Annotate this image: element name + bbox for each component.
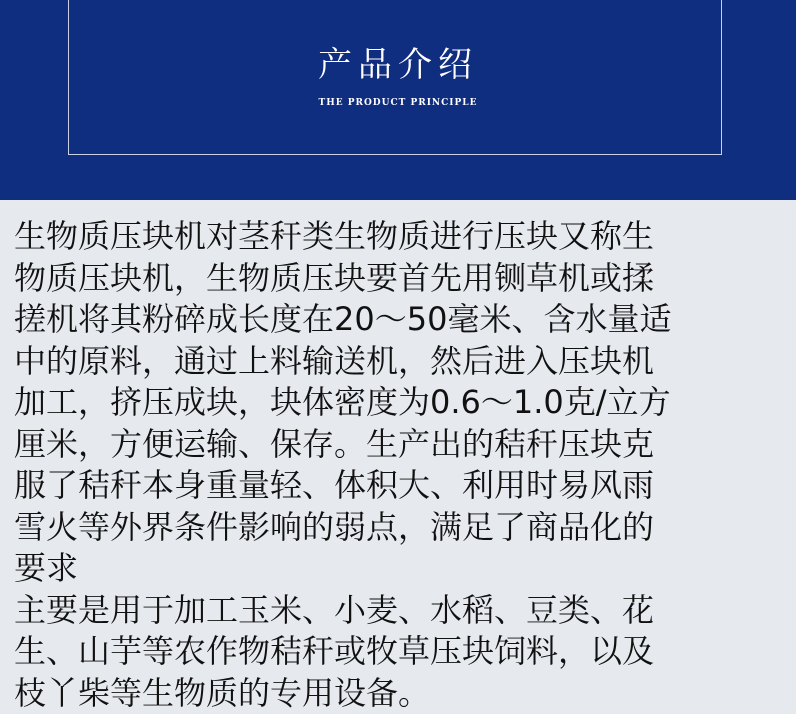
- paragraph-2: 主要是用于加工玉米、小麦、水稻、豆类、花 生、山芋等农作物秸秆或牧草压块饲料，以及 枝丫柴等生物质的专用设备。: [14, 590, 655, 712]
- page-subtitle: THE PRODUCT PRINCIPLE: [318, 98, 478, 108]
- header-banner: [0, 0, 796, 200]
- description-text: [14, 216, 790, 714]
- page-title: 产品介绍: [318, 45, 478, 85]
- paragraph-1: 生物质压块机对茎秆类生物质进行压块又称生 物质压块机，生物质压块要首先用铡草机或揉 搓机将其粉碎成长度在20～50毫米、含水量适 中的原料，通过上料输送机，然后进入压块机 加工，挤压成块，块体密度为0.6～1.0克/立方 厘米，方便运输、保存。生产出的秸秆压块克 服了秸秆本身重量轻、体积大、利用时易风雨 雪火等外界条件影响的弱点，满足了商品化的 要求: [14, 217, 672, 587]
